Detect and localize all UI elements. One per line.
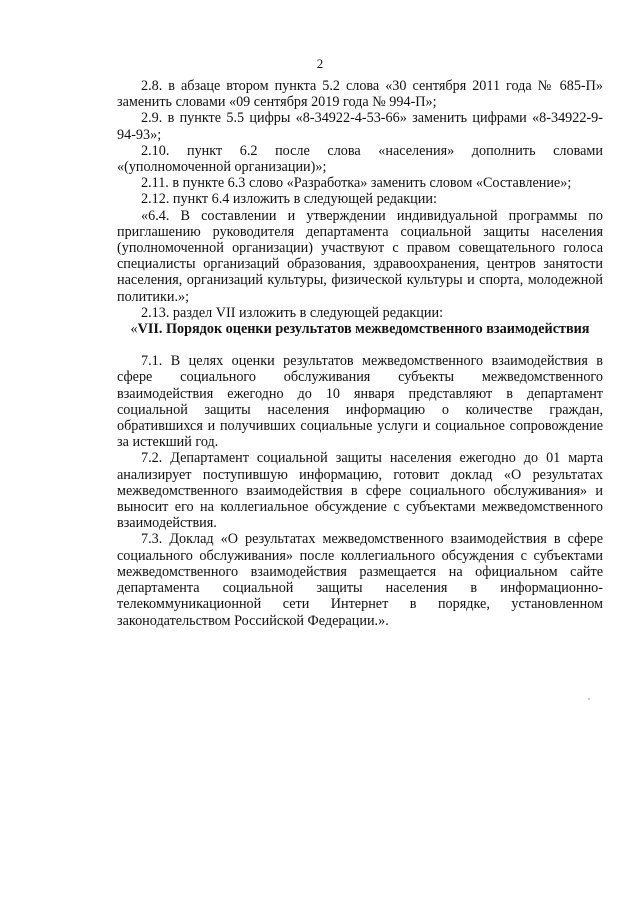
item-2-13: 2.13. раздел VII изложить в следующей редакции:: [141, 304, 444, 321]
item-2-8: 2.8. в абзаце втором пункта 5.2 слова «30 сентября 2011 года № 685-П» заменить словами «09 сентября 2019 года № 994-П»;: [117, 78, 603, 111]
section-heading: [117, 321, 603, 337]
section-heading-quote: «: [130, 321, 138, 338]
page-number: 2: [316, 56, 324, 71]
item-6-4-quote: «6.4. В составлении и утверждении индивидуальной программы по приглашению руководителя департамента социальной защиты населения (уполномоченной организации) участвуют с правом совещательного голоса специалисты организаций образования, здравоохранения, центров занятости населения, организаций культуры, физической культуры и спорта, молодежной политики.»;: [117, 207, 603, 305]
section-heading-title: VII. Порядок оценки результатов межведомственного взаимодействия: [137, 321, 590, 338]
item-2-12: 2.12. пункт 6.4 изложить в следующей редакции:: [141, 191, 437, 208]
item-2-11: 2.11. в пункте 6.3 слово «Разработка» заменить словом «Составление»;: [141, 175, 572, 192]
scan-speck: [588, 698, 590, 700]
paragraph-7-1: 7.1. В целях оценки результатов межведомственного взаимодействия в сфере социального обслуживания субъекты межведомственного взаимодействия ежегодно до 10 января представляют в департамент социальной защиты населения информацию о количестве граждан, обратившихся и получивших социальные услуги и социальное сопровождение за истекший год.: [117, 353, 603, 451]
item-2-10: 2.10. пункт 6.2 после слова «населения» дополнить словами «(уполномоченной организации)»;: [117, 142, 603, 176]
item-2-9: 2.9. в пункте 5.5 цифры «8-34922-4-53-66» заменить цифрами «8-34922-9-94-93»;: [117, 110, 603, 143]
paragraph-7-3: 7.3. Доклад «О результатах межведомственного взаимодействия в сфере социального обслуживания» после коллегиального обсуждения с субъектами межведомственного взаимодействия размещается на официальном сайте департамента социальной защиты населения в информационно-телекоммуникационной сети Интернет в порядке, установленном законодательством Российской Федерации.».: [117, 531, 603, 629]
paragraph-7-2: 7.2. Департамент социальной защиты населения ежегодно до 01 марта анализирует поступившую информацию, готовит доклад «О результатах межведомственного взаимодействия в сфере социального обслуживания» и выносит его на коллегиальное обсуждение с субъектами межведомственного взаимодействия.: [117, 450, 603, 532]
document-body: [117, 78, 603, 629]
